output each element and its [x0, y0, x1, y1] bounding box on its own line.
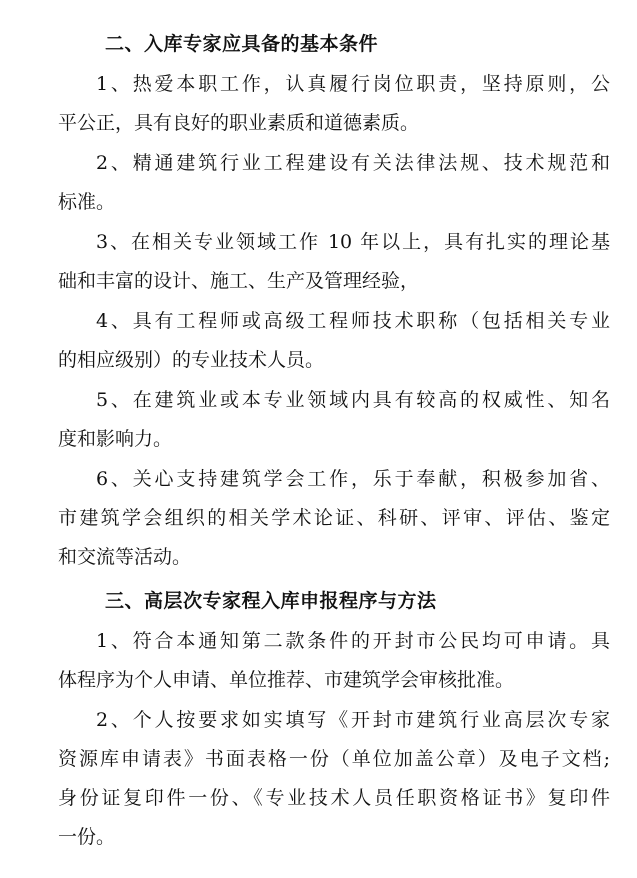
s2-item6-line2: 市建筑学会组织的相关学术论证、科研、评审、评估、鉴定: [58, 507, 610, 529]
s2-item6-line1: 6、关心支持建筑学会工作，乐于奉献，积极参加省、: [96, 468, 610, 490]
s2-item5-line1: 5、在建筑业或本专业领域内具有较高的权威性、知名: [96, 389, 610, 411]
s2-item5-line2: 度和影响力。: [58, 428, 173, 450]
s2-item2-line2: 标准。: [58, 191, 116, 213]
s3-item2-line1: 2、个人按要求如实填写《开封市建筑行业高层次专家: [96, 709, 610, 731]
s3-item1-line1: 1、符合本通知第二款条件的开封市公民均可申请。具: [96, 630, 610, 652]
s2-item3-line2: 础和丰富的设计、施工、生产及管理经验，: [58, 270, 420, 292]
s3-item2-line2: 资源库申请表》书面表格一份（单位加盖公章）及电子文档;: [58, 748, 610, 770]
s2-item4-line1: 4、具有工程师或高级工程师技术职称（包括相关专业: [96, 310, 610, 332]
s2-item1-line1: 1、热爱本职工作，认真履行岗位职责，坚持原则，公: [96, 73, 610, 95]
section-3-heading: 三、高层次专家程入库申报程序与方法: [105, 590, 437, 612]
s2-item3-line1: 3、在相关专业领域工作 10 年以上，具有扎实的理论基: [96, 231, 610, 253]
section-2-heading: 二、入库专家应具备的基本条件: [105, 33, 379, 55]
s3-item2-line3: 身份证复印件一份、《专业技术人员任职资格证书》复印件: [58, 787, 610, 809]
s3-item1-line2: 体程序为个人申请、单位推荐、市建筑学会审核批准。: [58, 669, 515, 691]
s3-item2-line4: 一份。: [58, 826, 116, 848]
s2-item2-line1: 2、精通建筑行业工程建设有关法律法规、技术规范和: [96, 152, 610, 174]
s2-item6-line3: 和交流等活动。: [58, 546, 192, 568]
s2-item4-line2: 的相应级别）的专业技术人员。: [58, 349, 325, 371]
s2-item1-line2: 平公正，具有良好的职业素质和道德素质。: [58, 112, 420, 134]
